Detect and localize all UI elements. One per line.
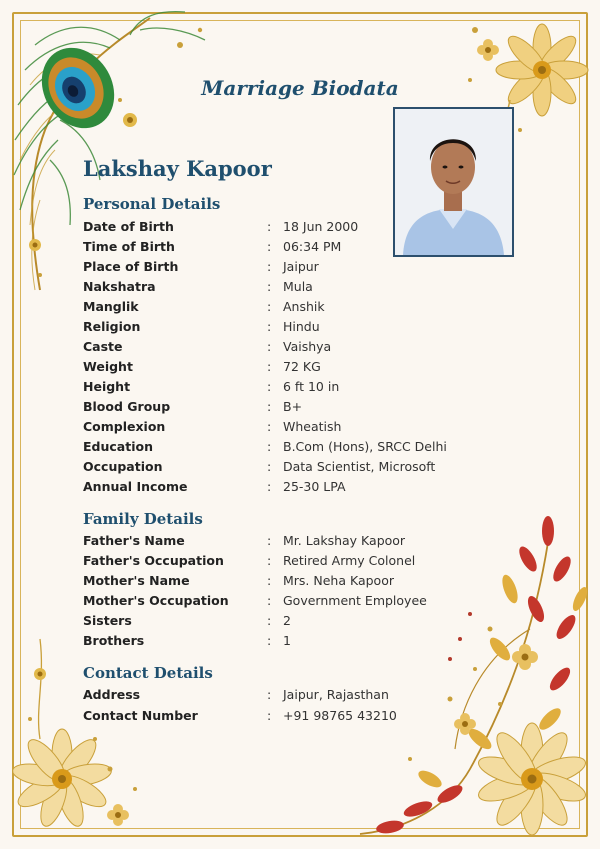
detail-separator: : bbox=[267, 533, 272, 548]
detail-row bbox=[83, 219, 523, 239]
detail-label: Mother's Occupation bbox=[83, 593, 229, 608]
detail-separator: : bbox=[267, 339, 272, 354]
detail-separator: : bbox=[267, 687, 272, 702]
detail-row bbox=[83, 613, 523, 633]
detail-row bbox=[83, 479, 523, 499]
detail-row bbox=[83, 573, 523, 593]
detail-label: Date of Birth bbox=[83, 219, 174, 234]
detail-label: Complexion bbox=[83, 419, 166, 434]
detail-value: Data Scientist, Microsoft bbox=[283, 459, 436, 474]
detail-separator: : bbox=[267, 359, 272, 374]
detail-label: Father's Occupation bbox=[83, 553, 224, 568]
detail-row bbox=[83, 399, 523, 419]
detail-value: Jaipur, Rajasthan bbox=[283, 687, 389, 702]
detail-row bbox=[83, 708, 523, 728]
detail-row bbox=[83, 299, 523, 319]
detail-label: Time of Birth bbox=[83, 239, 175, 254]
detail-value: Jaipur bbox=[283, 259, 319, 274]
detail-separator: : bbox=[267, 633, 272, 648]
detail-label: Religion bbox=[83, 319, 141, 334]
detail-separator: : bbox=[267, 259, 272, 274]
detail-row bbox=[83, 419, 523, 439]
document-title: Marriage Biodata bbox=[201, 76, 399, 100]
detail-row bbox=[83, 259, 523, 279]
detail-value: Mr. Lakshay Kapoor bbox=[283, 533, 406, 548]
detail-separator: : bbox=[267, 553, 272, 568]
detail-separator: : bbox=[267, 279, 272, 294]
detail-label: Caste bbox=[83, 339, 123, 354]
detail-row bbox=[83, 593, 523, 613]
person-name: Lakshay Kapoor bbox=[83, 156, 272, 181]
detail-value: Wheatish bbox=[283, 419, 342, 434]
detail-separator: : bbox=[267, 613, 272, 628]
detail-value: B.Com (Hons), SRCC Delhi bbox=[283, 439, 447, 454]
detail-value: Retired Army Colonel bbox=[283, 553, 416, 568]
detail-row bbox=[83, 339, 523, 359]
detail-row bbox=[83, 379, 523, 399]
detail-row bbox=[83, 553, 523, 573]
detail-label: Occupation bbox=[83, 459, 163, 474]
detail-row bbox=[83, 319, 523, 339]
detail-separator: : bbox=[267, 419, 272, 434]
detail-value: 2 bbox=[283, 613, 291, 628]
detail-value: Mula bbox=[283, 279, 313, 294]
detail-label: Weight bbox=[83, 359, 133, 374]
detail-separator: : bbox=[267, 573, 272, 588]
detail-value: Mrs. Neha Kapoor bbox=[283, 573, 394, 588]
detail-value: +91 98765 43210 bbox=[283, 708, 397, 723]
detail-label: Mother's Name bbox=[83, 573, 190, 588]
detail-value: Government Employee bbox=[283, 593, 427, 608]
detail-row bbox=[83, 459, 523, 479]
detail-separator: : bbox=[267, 479, 272, 494]
detail-separator: : bbox=[267, 219, 272, 234]
section-title-personal: Personal Details bbox=[83, 195, 221, 213]
detail-label: Contact Number bbox=[83, 708, 198, 723]
detail-label: Brothers bbox=[83, 633, 145, 648]
section-title-family: Family Details bbox=[83, 510, 203, 528]
detail-separator: : bbox=[267, 319, 272, 334]
detail-label: Annual Income bbox=[83, 479, 188, 494]
detail-separator: : bbox=[267, 439, 272, 454]
detail-row bbox=[83, 533, 523, 553]
detail-separator: : bbox=[267, 299, 272, 314]
detail-label: Education bbox=[83, 439, 153, 454]
detail-label: Address bbox=[83, 687, 141, 702]
detail-value: 18 Jun 2000 bbox=[283, 219, 359, 234]
detail-row bbox=[83, 279, 523, 299]
detail-value: 25-30 LPA bbox=[283, 479, 346, 494]
detail-row bbox=[83, 439, 523, 459]
detail-separator: : bbox=[267, 593, 272, 608]
detail-label: Place of Birth bbox=[83, 259, 179, 274]
detail-separator: : bbox=[267, 459, 272, 474]
detail-value: Anshik bbox=[283, 299, 325, 314]
detail-value: 6 ft 10 in bbox=[283, 379, 340, 394]
detail-label: Sisters bbox=[83, 613, 132, 628]
detail-value: 72 KG bbox=[283, 359, 321, 374]
detail-value: 1 bbox=[283, 633, 291, 648]
detail-label: Blood Group bbox=[83, 399, 171, 414]
detail-label: Height bbox=[83, 379, 131, 394]
detail-value: Hindu bbox=[283, 319, 320, 334]
detail-value: 06:34 PM bbox=[283, 239, 342, 254]
detail-label: Manglik bbox=[83, 299, 139, 314]
detail-row bbox=[83, 239, 523, 259]
detail-row bbox=[83, 633, 523, 653]
detail-value: B+ bbox=[283, 399, 303, 414]
detail-separator: : bbox=[267, 399, 272, 414]
detail-separator: : bbox=[267, 239, 272, 254]
detail-value: Vaishya bbox=[283, 339, 332, 354]
detail-row bbox=[83, 359, 523, 379]
detail-label: Nakshatra bbox=[83, 279, 156, 294]
detail-separator: : bbox=[267, 708, 272, 723]
detail-row bbox=[83, 687, 523, 707]
section-title-contact: Contact Details bbox=[83, 664, 213, 682]
detail-label: Father's Name bbox=[83, 533, 185, 548]
detail-separator: : bbox=[267, 379, 272, 394]
